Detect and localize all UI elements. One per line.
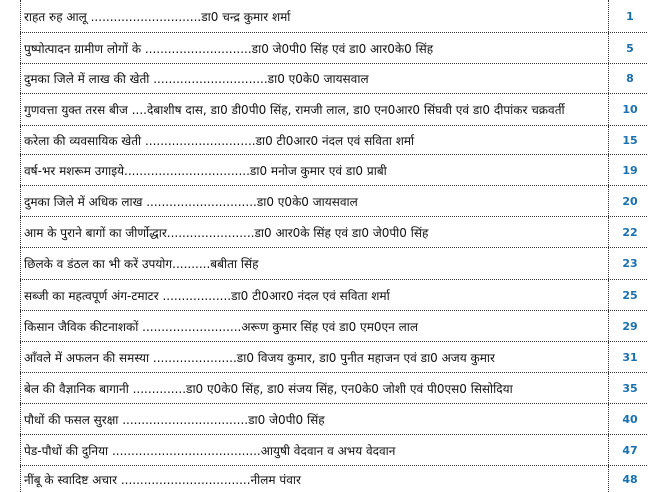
toc-entry-title: छिलके व डंठल का भी करें उपयोग..........बबीता सिंह xyxy=(24,257,259,271)
toc-entry-page-number: 29 xyxy=(622,319,638,333)
toc-entry-title: नींबू के स्वादिष्ट अचार ..................................नीलम पंवार xyxy=(24,472,301,487)
toc-entry[interactable] xyxy=(0,280,650,310)
toc-entry-title: पेड-पौधों की दुनिया .......................................आयुषी वेदवान व अभय वेदवान xyxy=(24,443,396,458)
toc-entry[interactable] xyxy=(0,342,650,372)
toc-entry-title: गुणवत्ता युक्त तरस बीज ....देबाशीष दास, डा0 डी0पी0 सिंह, रामजी लाल, डा0 एन0आर0 सिंघवी एवं डा0 दीपांकर चक्रवर्ती xyxy=(24,103,565,117)
toc-entry-page-number: 5 xyxy=(626,41,634,55)
toc-entry-page-number: 31 xyxy=(622,350,638,364)
toc-entry-title: बेल की वैज्ञानिक बागानी ..............डा0 ए0के0 सिंह, डा0 संजय सिंह, एन0के0 जोशी एवं पी0एस0 सिसोदिया xyxy=(24,381,513,396)
toc-entry[interactable] xyxy=(0,126,650,154)
toc-entry[interactable] xyxy=(0,33,650,63)
toc-entry-page-number: 47 xyxy=(622,443,638,457)
toc-entry[interactable] xyxy=(0,155,650,185)
toc-entry-title: आम के पुराने बागों का जीर्णोद्धार.......................डा0 आर0के सिंह एवं डा0 जे0पी0 सिंह xyxy=(24,225,429,240)
toc-entry-title: पौधों की फसल सुरक्षा .................................डा0 जे0पी0 सिंह xyxy=(24,412,325,427)
toc-entry-page-number: 25 xyxy=(622,288,638,302)
toc-entry-title: आँवले में अफलन की समस्या ......................डा0 विजय कुमार, डा0 पुनीत महाजन एवं डा0 अजय कुमार xyxy=(24,350,495,365)
toc-entry[interactable] xyxy=(0,311,650,341)
toc-entry[interactable] xyxy=(0,466,650,492)
toc-entry[interactable] xyxy=(0,248,650,279)
toc-entry-page-number: 19 xyxy=(622,163,638,177)
toc-entry-page-number: 22 xyxy=(622,225,638,239)
toc-entry-page-number: 8 xyxy=(626,72,634,85)
toc-entry-title: करेला की व्यवसायिक खेती .............................डा0 टी0आर0 नंदल एवं सविता शर्मा xyxy=(24,133,415,148)
toc-entry-title: सब्जी का महत्वपूर्ण अंग-टमाटर ..................डा0 टी0आर0 नंदल एवं सविता शर्मा xyxy=(24,288,390,303)
toc-entry-page-number: 15 xyxy=(622,133,638,147)
toc-entry-title: वर्ष-भर मशरूम उगाइये.................................डा0 मनोज कुमार एवं डा0 प्राबी xyxy=(24,163,387,178)
toc-entry[interactable] xyxy=(0,94,650,125)
toc-entry-page-number: 1 xyxy=(626,9,634,23)
toc-entry[interactable] xyxy=(0,0,650,32)
toc-entry-page-number: 10 xyxy=(622,103,638,116)
toc-entry-page-number: 23 xyxy=(622,257,638,270)
toc-entry-page-number: 35 xyxy=(622,381,638,395)
toc-entry[interactable] xyxy=(0,186,650,216)
toc-entry[interactable] xyxy=(0,64,650,93)
toc-entry-page-number: 48 xyxy=(622,472,638,486)
toc-entry-title: दुमका जिले में अधिक लाख .............................डा0 ए0के0 जायसवाल xyxy=(24,194,358,209)
toc-entry[interactable] xyxy=(0,217,650,247)
toc-entry-page-number: 40 xyxy=(622,412,638,426)
toc-entry-title: दुमका जिले में लाख की खेती ..............................डा0 ए0के0 जायसवाल xyxy=(24,72,369,86)
toc-entry-title: किसान जैविक कीटनाशकों ..........................अरूण कुमार सिंह एवं डा0 एम0एन लाल xyxy=(24,319,418,334)
toc-entry[interactable] xyxy=(0,404,650,434)
toc-entry[interactable] xyxy=(0,435,650,465)
toc-entry-title: पुष्पोत्पादन ग्रामीण लोगों के ............................डा0 जे0पी0 सिंह एवं डा0 आर0के0 सिंह xyxy=(24,41,434,56)
toc-entry[interactable] xyxy=(0,373,650,403)
toc-entry-title: राहत रुह आलू .............................डा0 चन्द्र कुमार शर्मा xyxy=(24,9,291,24)
toc-entry-page-number: 20 xyxy=(622,194,638,208)
